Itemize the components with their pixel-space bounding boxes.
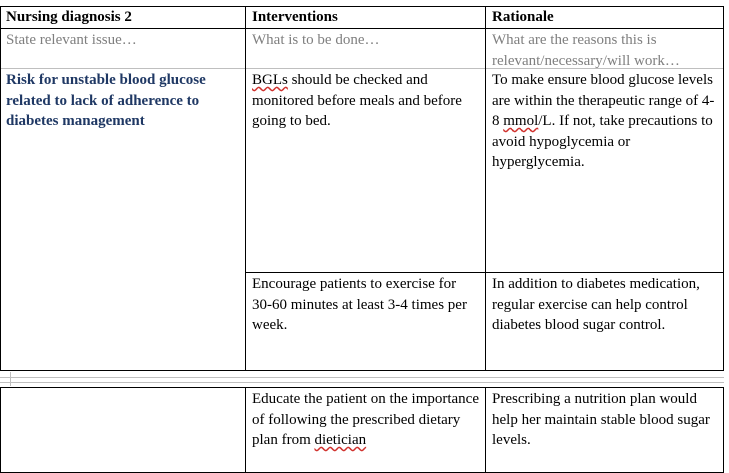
intervention-1 [246, 70, 485, 132]
spellcheck-word: dietician [314, 432, 367, 448]
hint-interventions: What is to be done… [252, 32, 380, 48]
rationale-1 [486, 70, 723, 173]
page-gap-line [0, 377, 724, 378]
table-border-left [0, 6, 1, 371]
table-border-top [0, 387, 724, 388]
header-diagnosis: Nursing diagnosis 2 [6, 9, 132, 25]
intervention-1-text: should be checked and monitored before meals and before going to bed. [252, 72, 462, 129]
hint-diagnosis: State relevant issue… [6, 32, 137, 48]
hint-rationale: What are the reasons this is relevant/necessary/will work… [492, 32, 680, 69]
rationale-1-text-b: /L. If not, take precautions to avoid hypoglycemia or hyperglycemia. [492, 113, 713, 170]
table-border-bottom [0, 370, 724, 371]
intervention-3-text: Educate the patient on the importance of following the prescribed dietary plan from [252, 391, 479, 448]
intervention-3 [246, 389, 485, 451]
rationale-2: In addition to diabetes medication, regular exercise can help control diabetes blood sugar control. [492, 276, 700, 333]
spellcheck-word: BGLs [252, 72, 288, 88]
spellcheck-word: mmol [503, 113, 539, 129]
header-interventions: Interventions [252, 9, 338, 25]
page-gap-line [0, 382, 724, 383]
table-border-right [723, 6, 724, 371]
header-divider [0, 28, 724, 29]
rationale-3: Prescribing a nutrition plan would help her maintain stable blood sugar levels. [492, 391, 710, 448]
page-gap-mark [10, 372, 11, 386]
rationale-1-text-a: To make ensure blood glucose levels are within the therapeutic range of 4-8 [492, 72, 715, 129]
intervention-2: Encourage patients to exercise for 30-60 minutes at least 3-4 times per week. [252, 276, 467, 333]
table-border-right [723, 387, 724, 473]
table-border-left [0, 387, 1, 473]
diagnosis-text: Risk for unstable blood glucose related to lack of adherence to diabetes management [6, 72, 206, 129]
header-rationale: Rationale [492, 9, 554, 25]
